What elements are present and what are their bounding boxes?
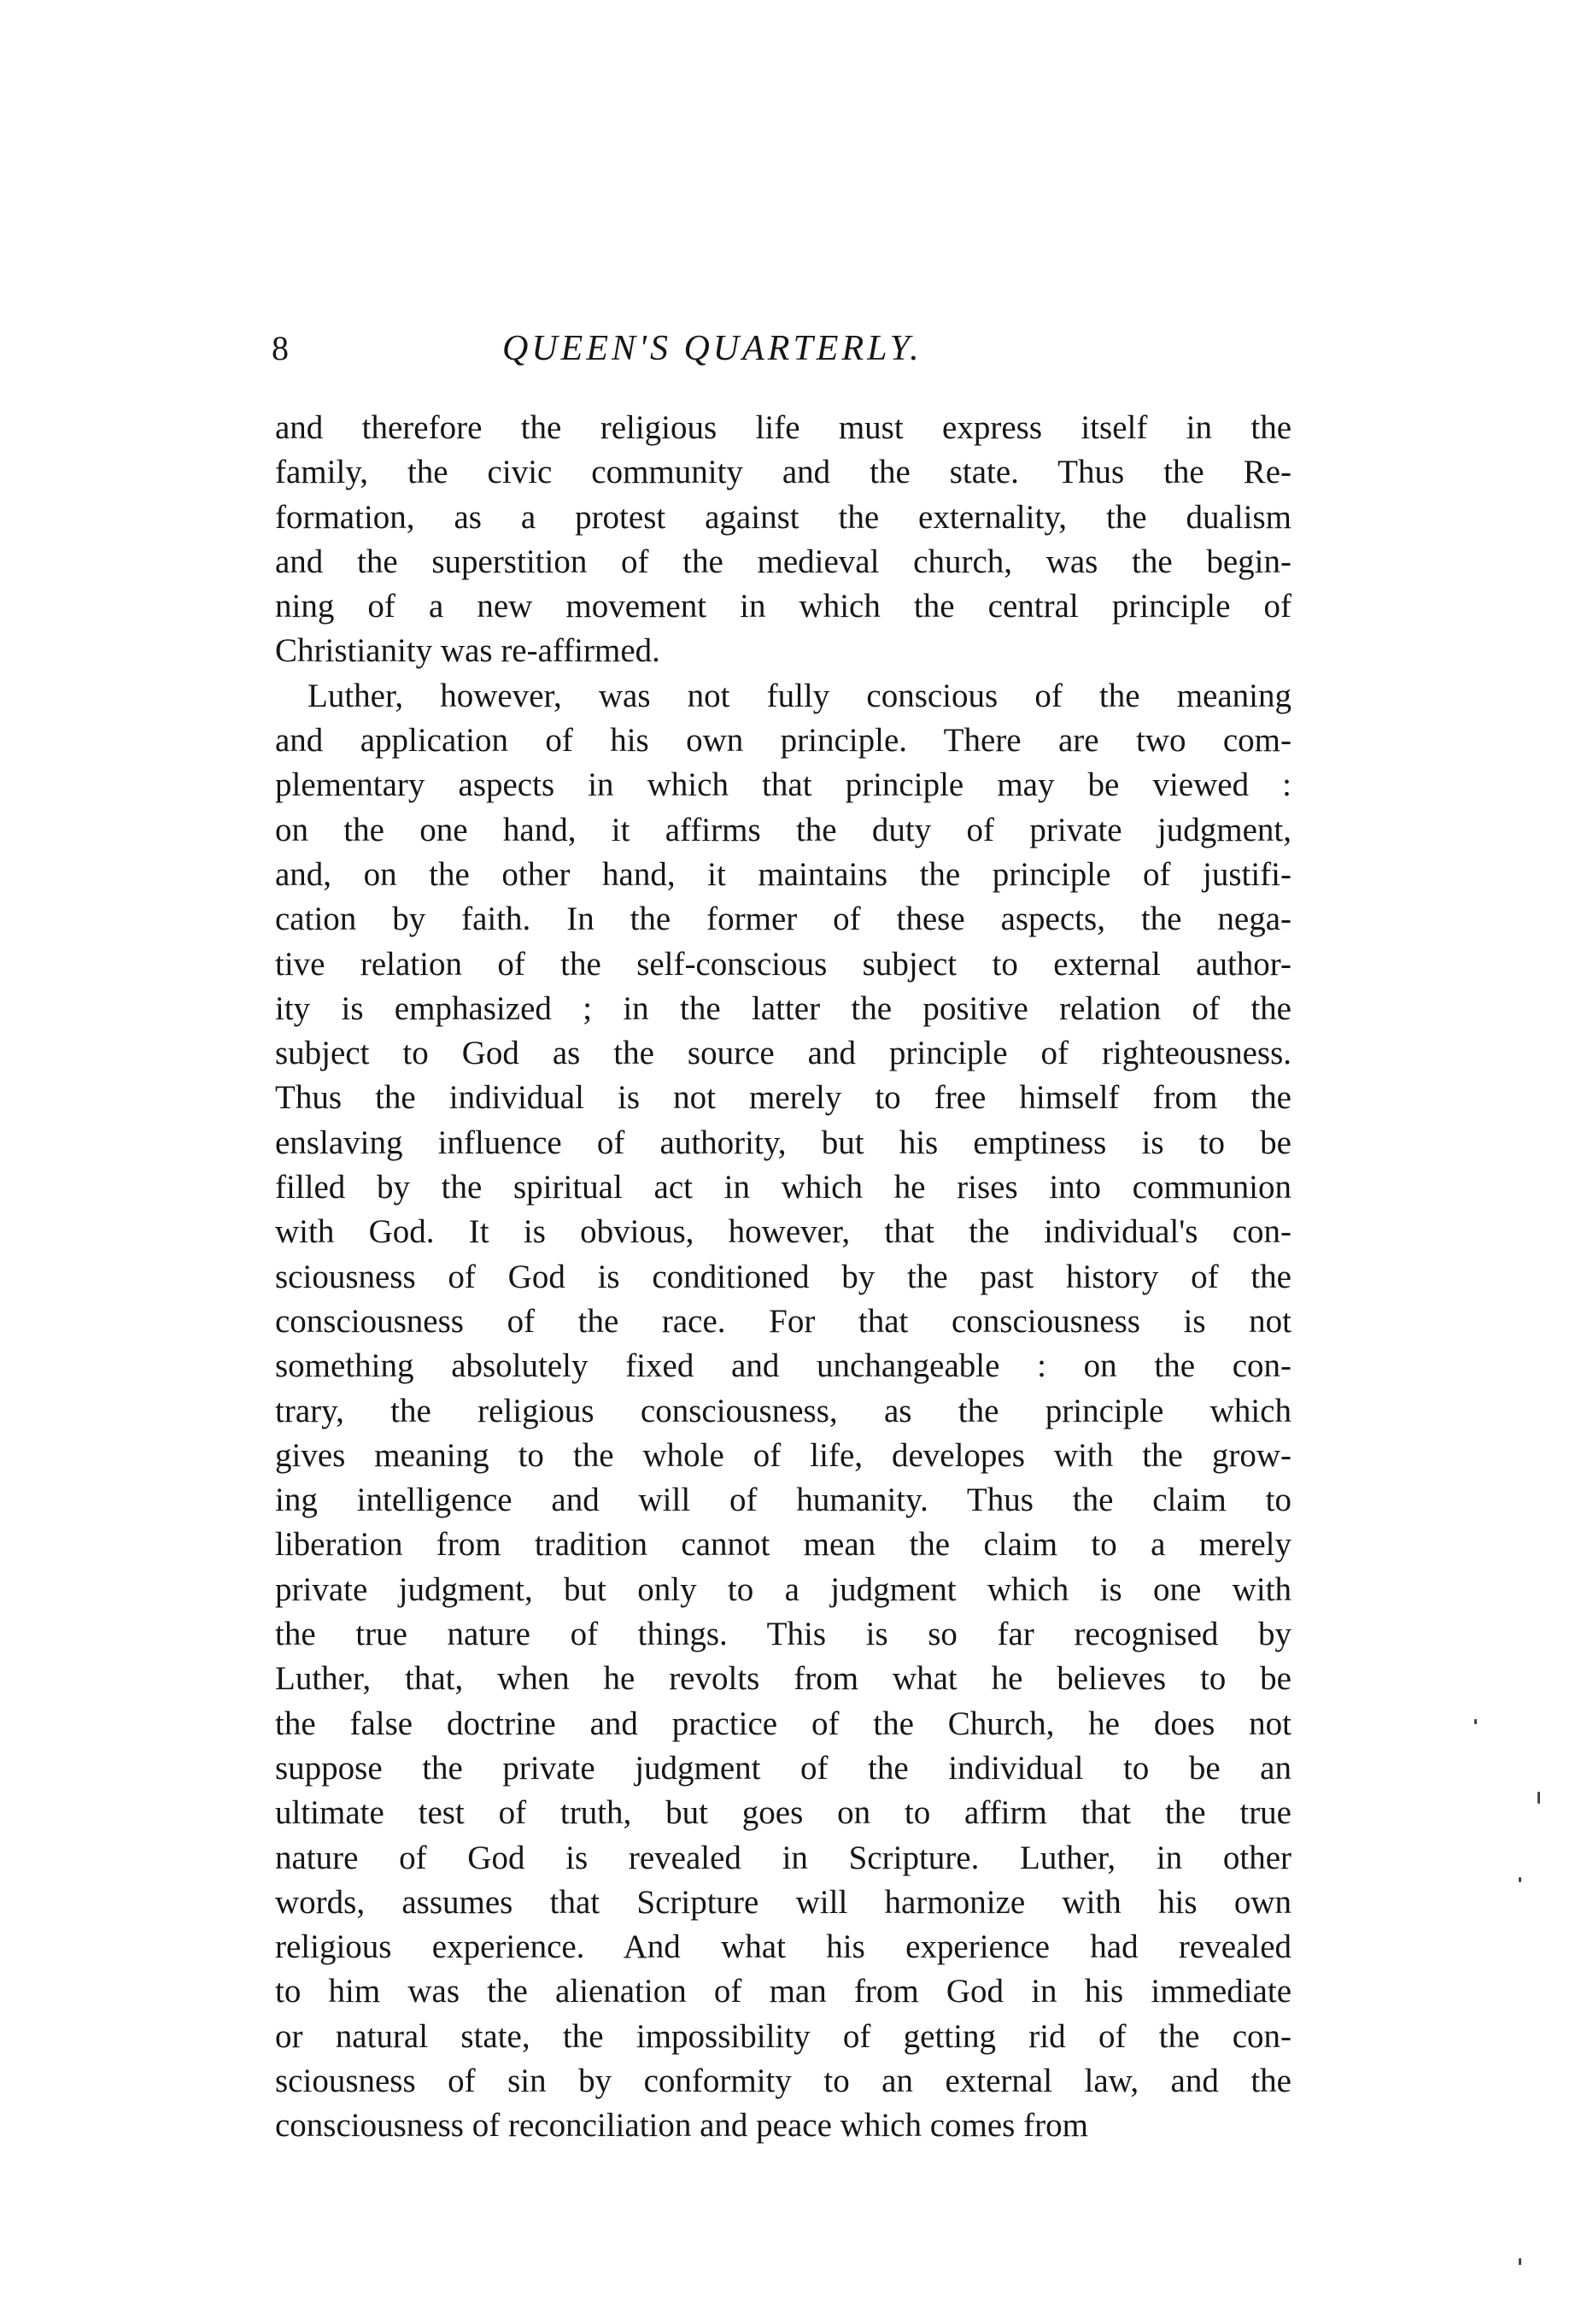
text-line: formation, as a protest against the externality, the dualism [275, 498, 1291, 536]
text-line: and, on the other hand, it maintains the principle of justifi- [275, 855, 1291, 893]
page-number: 8 [272, 329, 289, 367]
scan-speck [1519, 2258, 1521, 2265]
scan-speck [1474, 1719, 1477, 1724]
journal-title: QUEEN'S QUARTERLY. [502, 329, 922, 368]
text-line: words, assumes that Scripture will harmonize with his own [275, 1883, 1291, 1921]
text-line: with God. It is obvious, however, that the individual's con- [275, 1213, 1291, 1251]
text-line: the true nature of things. This is so far recognised by [275, 1616, 1291, 1653]
text-line: the false doctrine and practice of the Church, he does not [275, 1705, 1291, 1742]
text-line: cation by faith. In the former of these aspects, the nega- [275, 901, 1291, 938]
text-line: religious experience. And what his experience had revealed [275, 1928, 1291, 1966]
text-line: on the one hand, it affirms the duty of private judgment, [275, 811, 1291, 848]
body-text [275, 406, 1291, 2149]
text-line: gives meaning to the whole of life, developes with the grow- [275, 1436, 1291, 1474]
text-line: Christianity was re-affirmed. [275, 632, 660, 670]
text-line: nature of God is revealed in Scripture. Luther, in other [275, 1839, 1291, 1876]
text-line: plementary aspects in which that principle may be viewed : [275, 766, 1291, 804]
text-line: sciousness of God is conditioned by the past history of the [275, 1258, 1291, 1295]
text-line: subject to God as the source and principle of righteousness. [275, 1035, 1291, 1072]
text-line: liberation from tradition cannot mean the claim to a merely [275, 1526, 1291, 1564]
text-line: Thus the individual is not merely to free himself from the [275, 1079, 1291, 1117]
text-line: Luther, however, was not fully conscious of the meaning [307, 677, 1291, 714]
text-line: ultimate test of truth, but goes on to affirm that the true [275, 1794, 1291, 1832]
text-line: family, the civic community and the state. Thus the Re- [275, 454, 1291, 491]
scan-speck [1537, 1792, 1540, 1804]
text-line: trary, the religious consciousness, as the principle which [275, 1392, 1291, 1429]
paragraph-1 [275, 406, 1291, 674]
text-line: or natural state, the impossibility of getting rid of the con- [275, 2017, 1291, 2055]
text-line: suppose the private judgment of the individual to be an [275, 1749, 1291, 1787]
text-line: consciousness of the race. For that consciousness is not [275, 1302, 1291, 1340]
running-head [272, 323, 1297, 374]
paragraph-2 [275, 674, 1291, 2149]
text-line: ning of a new movement in which the central principle of [275, 588, 1291, 625]
scan-speck [1519, 1877, 1521, 1882]
text-line: tive relation of the self-conscious subject to external author- [275, 945, 1291, 983]
text-line: and application of his own principle. There are two com- [275, 722, 1291, 760]
text-line: and the superstition of the medieval church, was the begin- [275, 543, 1291, 580]
text-line: to him was the alienation of man from God in his immediate [275, 1973, 1291, 2010]
text-line: private judgment, but only to a judgment which is one with [275, 1570, 1291, 1608]
text-line: sciousness of sin by conformity to an external law, and the [275, 2062, 1291, 2099]
text-line: ing intelligence and will of humanity. Thus the claim to [275, 1482, 1291, 1519]
text-line: ity is emphasized ; in the latter the positive relation of the [275, 989, 1291, 1027]
text-line: enslaving influence of authority, but his emptiness is to be [275, 1124, 1291, 1161]
text-line: and therefore the religious life must express itself in the [275, 409, 1291, 446]
text-line: something absolutely fixed and unchangeable : on the con- [275, 1347, 1291, 1385]
text-line: consciousness of reconciliation and peace which comes from [275, 2107, 1088, 2145]
text-line: Luther, that, when he revolts from what he believes to be [275, 1660, 1291, 1698]
text-line: filled by the spiritual act in which he rises into communion [275, 1169, 1291, 1206]
